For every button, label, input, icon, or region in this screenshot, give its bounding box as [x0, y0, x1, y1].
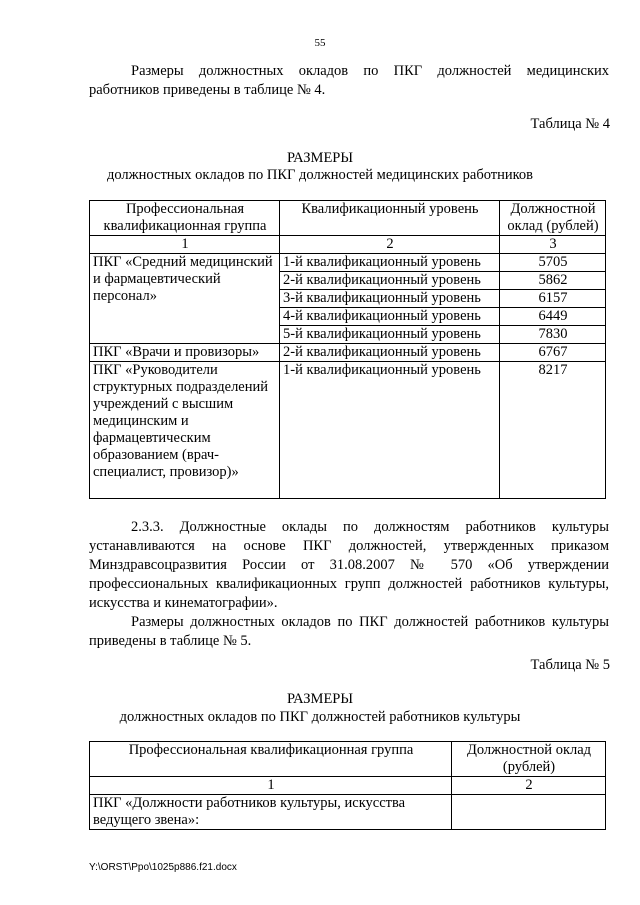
intro-text: Размеры должностных окладов по ПКГ должностей медицинских работников приведены в таблице № 4.	[89, 63, 609, 98]
table4-salary-cell: 5862	[500, 272, 606, 290]
table5-colnum: 1	[90, 777, 452, 795]
table4-salary-cell: 7830	[500, 326, 606, 344]
intro-paragraph	[89, 62, 609, 100]
culture-intro: Размеры должностных окладов по ПКГ должностей работников культуры приведены в таблице № 5.	[89, 614, 609, 649]
table4-level-cell: 5-й квалификационный уровень	[280, 326, 500, 344]
table4-colnum: 2	[280, 236, 500, 254]
table4-salary-cell: 5705	[500, 254, 606, 272]
table5-subtitle: должностных окладов по ПКГ должностей работников культуры	[119, 709, 521, 725]
table4-header-group: Профессиональная квалификационная группа	[90, 201, 280, 236]
table4-level-cell: 2-й квалификационный уровень	[280, 272, 500, 290]
table5-header-salary: Должностной оклад (рублей)	[452, 742, 606, 777]
table5-header-group: Профессиональная квалификационная группа	[90, 742, 452, 777]
table4-level-cell: 2-й квалификационный уровень	[280, 344, 500, 362]
table4-header-level: Квалификационный уровень	[280, 201, 500, 236]
table4-salary-cell: 6157	[500, 290, 606, 308]
table5-title: РАЗМЕРЫ	[286, 691, 354, 707]
table5-group-cell: ПКГ «Должности работников культуры, искусства ведущего звена»:	[90, 795, 452, 830]
table4-salary-cell: 6767	[500, 344, 606, 362]
table5-salary-cell	[452, 795, 606, 830]
footer-file-path: Y:\ORST\Ppo\1025p886.f21.docx	[89, 862, 237, 873]
table4-salary-cell: 6449	[500, 308, 606, 326]
table4-colnum: 1	[90, 236, 280, 254]
section-paragraph: 2.3.3. Должностные оклады по должностям работников культуры устанавливаются на основе ПКГ должностей, утвержденных приказом Минздравсоцразвития России от 31.08.2007 № 570 «Об утверждении профессиональных квалификационных групп должностей работников культуры, искусства и кинематографии».	[89, 519, 609, 611]
table4-group-cell: ПКГ «Врачи и провизоры»	[90, 344, 280, 362]
table5	[89, 741, 606, 830]
section-paragraph-block	[89, 518, 609, 651]
table4-label: Таблица № 4	[530, 116, 610, 132]
table4-subtitle: должностных окладов по ПКГ должностей медицинских работников	[106, 167, 534, 183]
table4-group-cell: ПКГ «Средний медицинский и фармацевтический персонал»	[90, 254, 280, 344]
table4-header-salary: Должностной оклад (рублей)	[500, 201, 606, 236]
table4-group-cell: ПКГ «Руководители структурных подразделений учреждений с высшим медицинским и фармацевтическим образованием (врач-специалист, провизор)»	[90, 362, 280, 499]
table5-colnum: 2	[452, 777, 606, 795]
table4	[89, 200, 606, 499]
table5-label: Таблица № 5	[530, 657, 610, 673]
table4-colnum: 3	[500, 236, 606, 254]
table4-level-cell: 1-й квалификационный уровень	[280, 362, 500, 499]
table4-level-cell: 4-й квалификационный уровень	[280, 308, 500, 326]
table4-level-cell: 1-й квалификационный уровень	[280, 254, 500, 272]
table4-salary-cell: 8217	[500, 362, 606, 499]
table4-title: РАЗМЕРЫ	[286, 150, 354, 166]
table4-level-cell: 3-й квалификационный уровень	[280, 290, 500, 308]
page-number: 55	[314, 37, 326, 49]
